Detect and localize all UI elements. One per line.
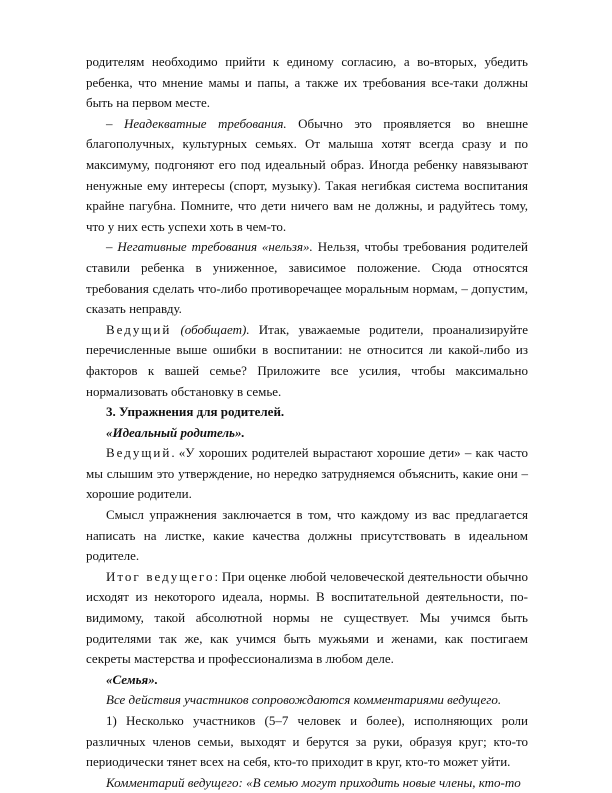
speaker-note: (обобщает). [171, 321, 250, 337]
paragraph-continuation [86, 52, 528, 114]
paragraph-host-quote [86, 443, 528, 505]
paragraph-host-conclusion [86, 567, 528, 670]
paragraph-text: Смысл упражнения заключается в том, что каждому из вас предлагается написать на листке, какие качества должны присутствовать в идеальном родителе. [86, 507, 528, 564]
paragraph-text: Обычно это проявляется во внешне благополучных, культурных семьях. От малыша хотят всегда сразу и по максимуму, подгоняют его под идеальный образ. Иногда ребенку навязывают ненужные ему интересы (спорт, музыку). Такая негибкая система воспитания крайне пагубна. Помните, что дети ничего вам не должны, и радуйтесь тому, что у них есть успехи хоть в чем-то. [86, 115, 528, 234]
paragraph-text: родителям необходимо прийти к единому согласию, а во-вторых, убедить ребенка, что мнение мамы и папы, а также их требования все-таки должны быть на первом месте. [86, 54, 528, 111]
paragraph-step-one [86, 711, 528, 773]
paragraph-lead: – Неадекватные требования. [106, 115, 287, 131]
paragraph-host-summary [86, 320, 528, 402]
section-heading: 3. Упражнения для родителей. [106, 404, 285, 420]
paragraph-host-comment: Комментарий ведущего: «В семью могут приходить новые члены, кто-то [106, 774, 521, 790]
exercise-title-ideal-parent: «Идеальный родитель». [106, 424, 245, 440]
paragraph-text: 1) Несколько участников (5–7 человек и более), исполняющих роли различных членов семьи, выходят и берутся за руки, образуя круг; кто-то периодически тянет всех на себя, кто-то приходит в круг, кто-то может уйти. [86, 713, 528, 770]
speaker-label: Итог ведущего [106, 568, 215, 584]
paragraph-text: : При оценке любой человеческой деятельности обычно исходят из некоторого идеала, нормы. В воспитательной деятельности, по-видимому, такой абсолютной нормы не существует. Мы учимся быть родителями так же, как учимся быть мужьями и женами, как постигаем секреты мастерства и профессионализма в любом деле. [86, 568, 528, 667]
paragraph-inadequate-demands [86, 114, 528, 238]
paragraph-text: Нельзя, чтобы требования родителей ставили ребенка в униженное, зависимое положение. Сюда относятся требования сделать что-либо противоречащее моральным нормам, – допустим, сказать неправду. [86, 239, 528, 317]
exercise-title-family: «Семья». [106, 671, 158, 687]
document-page [86, 52, 528, 793]
speaker-label: Ведущий [106, 321, 172, 337]
speaker-label: Ведущий [106, 445, 172, 461]
paragraph-lead: – Негативные требования «нельзя». [106, 239, 313, 255]
paragraph-negative-demands [86, 237, 528, 319]
paragraph-text: . «У хороших родителей вырастают хорошие дети» – как часто мы слышим это утверждение, но нередко затрудняемся объяснить, какие они – хорошие родители. [86, 445, 528, 502]
paragraph-exercise-meaning [86, 505, 528, 567]
paragraph-instruction: Все действия участников сопровождаются комментариями ведущего. [106, 692, 502, 708]
paragraph-text: Итак, уважаемые родители, проанализируйте перечисленные выше ошибки в воспитании: не относится ли какой-либо из факторов к вашей семье? Приложите все усилия, чтобы максимально нормализовать обстановку в семье. [86, 321, 528, 399]
